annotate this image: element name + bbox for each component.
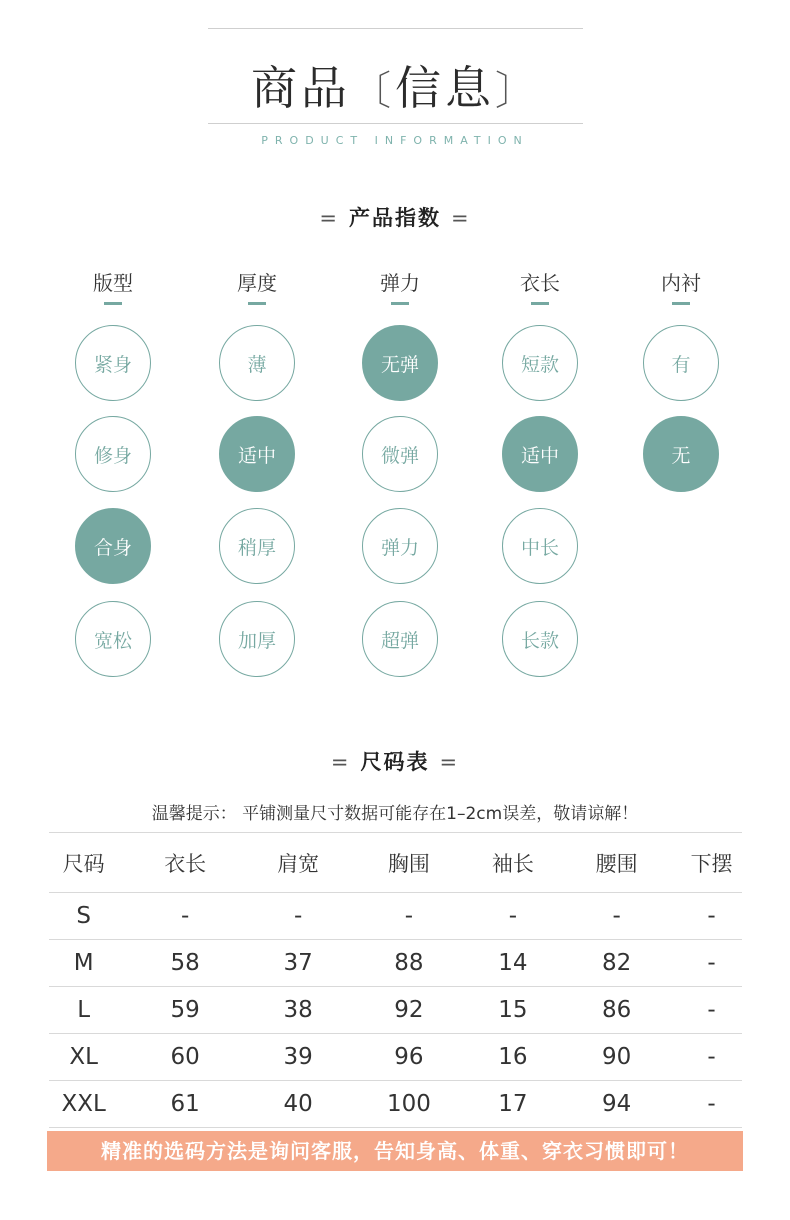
index-option: 微弹 <box>362 416 438 492</box>
index-option: 超弹 <box>362 601 438 677</box>
table-cell: 82 <box>552 940 681 987</box>
table-cell: 39 <box>252 1034 344 1081</box>
index-option: 加厚 <box>219 601 295 677</box>
size-column-header: 衣长 <box>118 833 252 893</box>
size-column-header: 尺码 <box>49 833 118 893</box>
table-cell: 94 <box>552 1081 681 1128</box>
size-section-title <box>0 746 790 776</box>
heading-underline <box>248 302 266 305</box>
deco-right: = <box>451 206 471 230</box>
index-option: 紧身 <box>75 325 151 401</box>
index-column-4 <box>621 268 741 305</box>
table-cell: - <box>681 1034 742 1081</box>
index-option: 长款 <box>502 601 578 677</box>
size-column-header: 下摆 <box>681 833 742 893</box>
table-cell: - <box>118 893 252 940</box>
sizing-advice-banner: 精准的选码方法是询问客服，告知身高、体重、穿衣习惯即可！ <box>47 1131 743 1171</box>
table-cell: - <box>681 940 742 987</box>
index-option-selected: 无 <box>643 416 719 492</box>
page-title <box>0 52 790 118</box>
table-cell: - <box>681 893 742 940</box>
table-row <box>49 893 742 940</box>
index-column-heading: 内衬 <box>661 271 701 295</box>
size-column-header: 胸围 <box>344 833 473 893</box>
table-cell: 37 <box>252 940 344 987</box>
index-option-selected: 无弹 <box>362 325 438 401</box>
size-table-header <box>49 833 742 893</box>
table-cell: 16 <box>474 1034 553 1081</box>
table-cell: 14 <box>474 940 553 987</box>
table-cell: 86 <box>552 987 681 1034</box>
deco-left: = <box>330 750 351 774</box>
index-column-2 <box>340 268 460 305</box>
table-cell: 100 <box>344 1081 473 1128</box>
title-bracket-close: 〕 <box>495 68 539 114</box>
index-column-0 <box>53 268 173 305</box>
table-cell: XL <box>49 1034 118 1081</box>
table-cell: 15 <box>474 987 553 1034</box>
size-column-header: 袖长 <box>474 833 553 893</box>
index-column-heading: 版型 <box>93 271 133 295</box>
index-option: 弹力 <box>362 508 438 584</box>
table-cell: 17 <box>474 1081 553 1128</box>
table-cell: 90 <box>552 1034 681 1081</box>
table-cell: S <box>49 893 118 940</box>
index-column-3 <box>480 268 600 305</box>
table-row <box>49 1081 742 1128</box>
table-cell: 96 <box>344 1034 473 1081</box>
index-option: 宽松 <box>75 601 151 677</box>
title-part-a: 商品 <box>251 61 351 115</box>
index-option: 稍厚 <box>219 508 295 584</box>
index-option-selected: 适中 <box>219 416 295 492</box>
table-cell: 38 <box>252 987 344 1034</box>
size-table <box>49 832 742 1128</box>
size-column-header: 肩宽 <box>252 833 344 893</box>
heading-underline <box>391 302 409 305</box>
table-cell: 58 <box>118 940 252 987</box>
table-cell: 61 <box>118 1081 252 1128</box>
table-cell: - <box>252 893 344 940</box>
index-option: 短款 <box>502 325 578 401</box>
index-title-text: 产品指数 <box>349 206 441 230</box>
table-row <box>49 987 742 1034</box>
index-option-selected: 适中 <box>502 416 578 492</box>
table-cell: 40 <box>252 1081 344 1128</box>
table-cell: 59 <box>118 987 252 1034</box>
heading-underline <box>672 302 690 305</box>
index-option: 修身 <box>75 416 151 492</box>
table-cell: 60 <box>118 1034 252 1081</box>
table-row <box>49 940 742 987</box>
title-part-b: 信息 <box>395 61 495 115</box>
index-option: 中长 <box>502 508 578 584</box>
index-column-heading: 衣长 <box>520 271 560 295</box>
header-bottom-rule <box>208 123 583 124</box>
size-column-header: 腰围 <box>552 833 681 893</box>
table-cell: L <box>49 987 118 1034</box>
index-option-selected: 合身 <box>75 508 151 584</box>
deco-left: = <box>319 206 339 230</box>
table-cell: - <box>681 1081 742 1128</box>
index-column-1 <box>197 268 317 305</box>
index-column-heading: 厚度 <box>237 271 277 295</box>
deco-right: = <box>439 750 460 774</box>
table-row <box>49 1034 742 1081</box>
size-table-body <box>49 893 742 1128</box>
page-subtitle: PRODUCT INFORMATION <box>261 134 529 147</box>
table-cell: M <box>49 940 118 987</box>
index-option: 薄 <box>219 325 295 401</box>
title-bracket-open: 〔 <box>351 68 395 114</box>
table-cell: - <box>552 893 681 940</box>
index-option: 有 <box>643 325 719 401</box>
table-cell: 92 <box>344 987 473 1034</box>
table-cell: - <box>344 893 473 940</box>
table-cell: - <box>681 987 742 1034</box>
heading-underline <box>531 302 549 305</box>
table-cell: 88 <box>344 940 473 987</box>
heading-underline <box>104 302 122 305</box>
measurement-tip: 温馨提示： 平铺测量尺寸数据可能存在1–2cm误差，敬请谅解！ <box>151 804 639 824</box>
table-cell: XXL <box>49 1081 118 1128</box>
size-title-text: 尺码表 <box>360 750 430 774</box>
index-section-title <box>0 202 790 232</box>
table-cell: - <box>474 893 553 940</box>
header-top-rule <box>208 28 583 29</box>
index-column-heading: 弹力 <box>380 271 420 295</box>
